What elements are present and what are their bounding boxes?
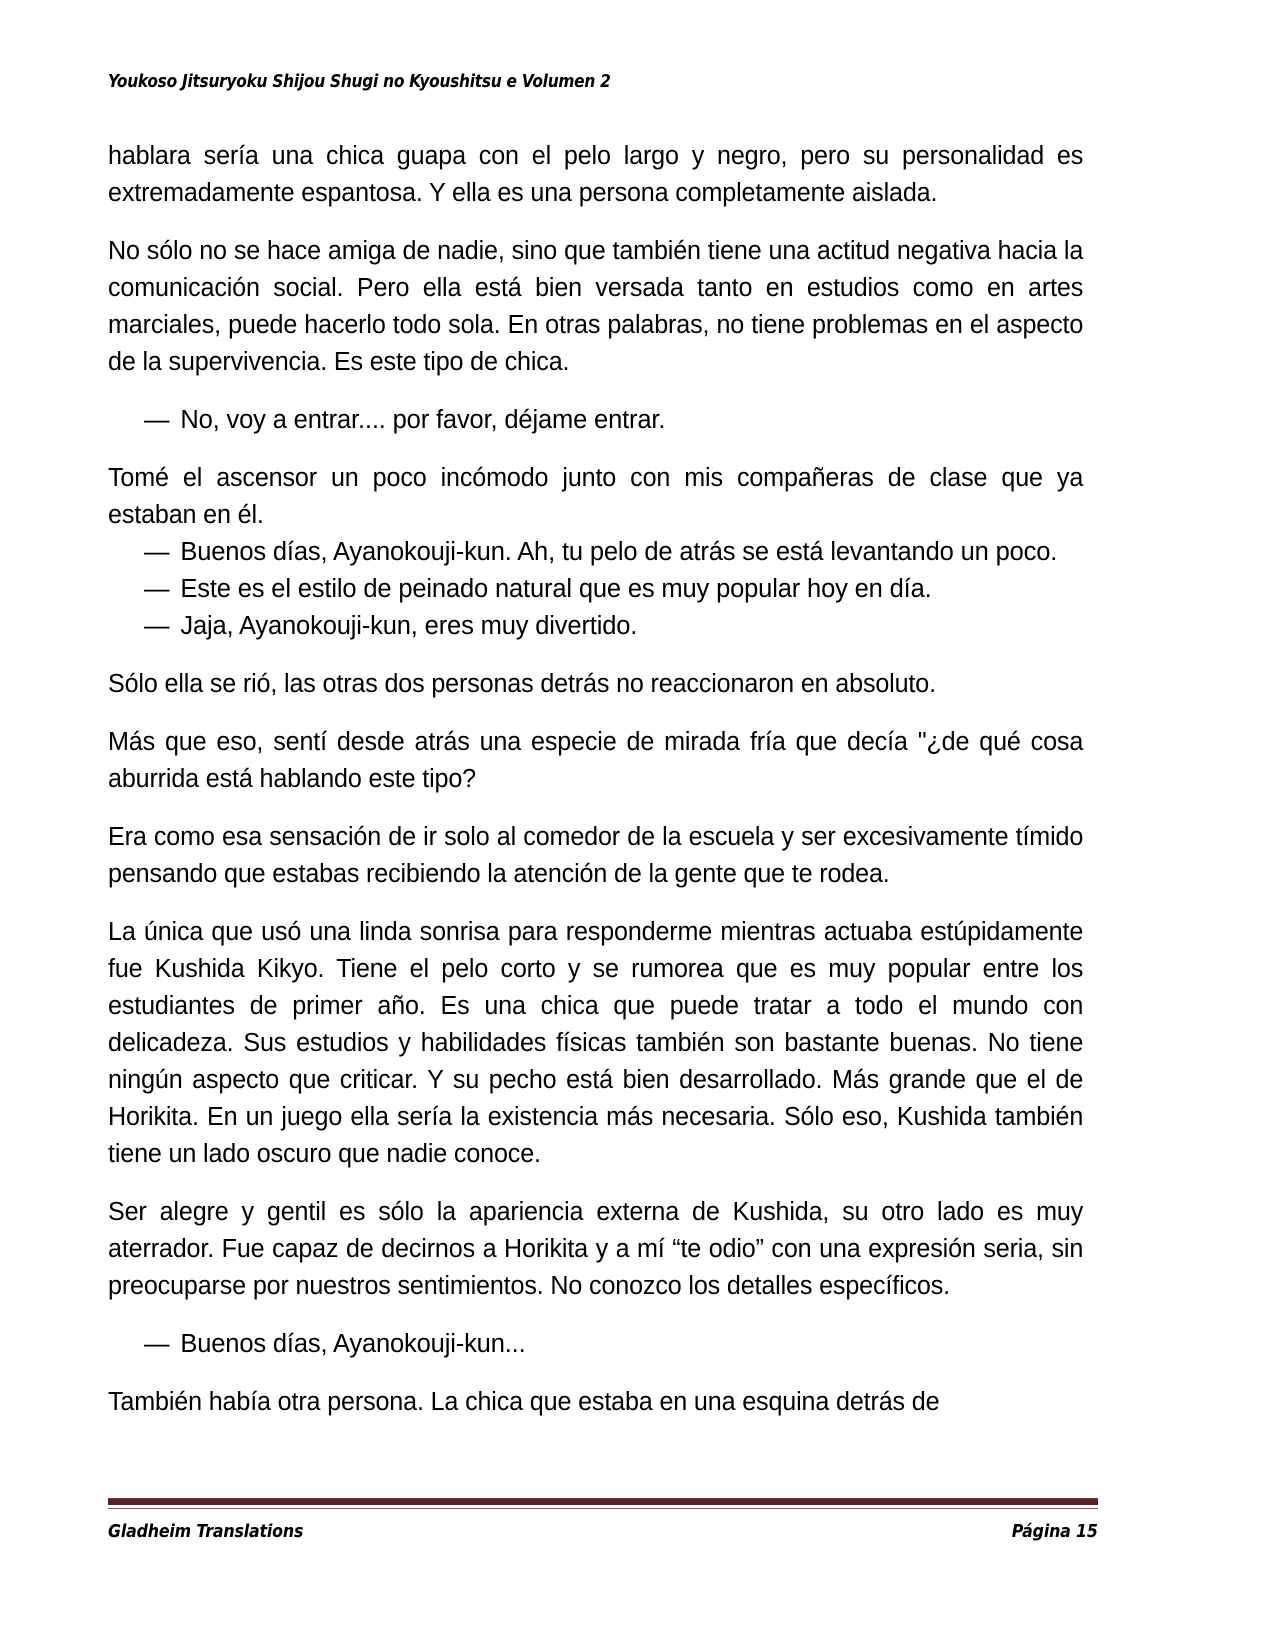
footer-translator-credit: Gladheim Translations xyxy=(108,1521,304,1542)
paragraph: hablara sería una chica guapa con el pelo largo y negro, pero su personalidad es extremadamente espantosa. Y ella es una persona completamente aislada. xyxy=(108,142,1084,207)
paragraph: Era como esa sensación de ir solo al comedor de la escuela y ser excesivamente tímido pensando que estabas recibiendo la atención de la gente que te rodea. xyxy=(108,823,1084,888)
page-footer xyxy=(108,1498,1098,1542)
paragraph: Más que eso, sentí desde atrás una especie de mirada fría que decía "¿de qué cosa aburrida está hablando este tipo? xyxy=(108,728,1084,793)
dialogue-line xyxy=(108,402,1098,439)
em-dash: — xyxy=(144,612,170,640)
paragraph: Sólo ella se rió, las otras dos personas detrás no reaccionaron en absoluto. xyxy=(108,670,936,698)
footer-row xyxy=(108,1521,1098,1542)
header-title: Youkoso Jitsuryoku Shijou Shugi no Kyoushitsu e Volumen 2 xyxy=(108,72,611,92)
dialogue-text: Buenos días, Ayanokouji-kun. Ah, tu pelo de atrás se está levantando un poco. xyxy=(180,538,1058,566)
dialogue-line xyxy=(108,608,1098,645)
paragraph: No sólo no se hace amiga de nadie, sino que también tiene una actitud negativa hacia la comunicación social. Pero ella está bien versada tanto en estudios como en artes marciales, puede hacerlo todo sola. En otras palabras, no tiene problemas en el aspecto de la supervivencia. Es este tipo de chica. xyxy=(108,237,1084,376)
paragraph: También había otra persona. La chica que estaba en una esquina detrás de xyxy=(108,1388,940,1416)
paragraph: Tomé el ascensor un poco incómodo junto con mis compañeras de clase que ya estaban en él. xyxy=(108,464,1084,529)
dialogue-text: No, voy a entrar.... por favor, déjame entrar. xyxy=(180,406,666,434)
document-body xyxy=(108,138,1098,1421)
em-dash: — xyxy=(144,575,170,603)
footer-divider-thick xyxy=(108,1498,1098,1505)
dialogue-line xyxy=(108,1326,1098,1363)
dialogue-text: Jaja, Ayanokouji-kun, eres muy divertido. xyxy=(180,612,638,640)
paragraph: Ser alegre y gentil es sólo la apariencia externa de Kushida, su otro lado es muy aterrador. Fue capaz de decirnos a Horikita y a mí “te odio” con una expresión seria, sin preocuparse por nuestros sentimientos. No conozco los detalles específicos. xyxy=(108,1198,1084,1300)
dialogue-line xyxy=(108,534,1098,571)
em-dash: — xyxy=(144,1330,170,1358)
dialogue-group xyxy=(108,534,1098,645)
em-dash: — xyxy=(144,538,170,566)
page-header xyxy=(108,72,1098,92)
em-dash: — xyxy=(144,406,170,434)
footer-page-number: Página 15 xyxy=(1012,1521,1098,1542)
dialogue-line xyxy=(108,571,1098,608)
dialogue-text: Este es el estilo de peinado natural que es muy popular hoy en día. xyxy=(180,575,932,603)
paragraph: La única que usó una linda sonrisa para responderme mientras actuaba estúpidamente fue Kushida Kikyo. Tiene el pelo corto y se rumorea que es muy popular entre los estudiantes de primer año. Es una chica que puede tratar a todo el mundo con delicadeza. Sus estudios y habilidades físicas también son bastante buenas. No tiene ningún aspecto que criticar. Y su pecho está bien desarrollado. Más grande que el de Horikita. En un juego ella sería la existencia más necesaria. Sólo eso, Kushida también tiene un lado oscuro que nadie conoce. xyxy=(108,918,1084,1168)
footer-divider-thin xyxy=(108,1508,1098,1509)
dialogue-text: Buenos días, Ayanokouji-kun... xyxy=(180,1330,526,1358)
